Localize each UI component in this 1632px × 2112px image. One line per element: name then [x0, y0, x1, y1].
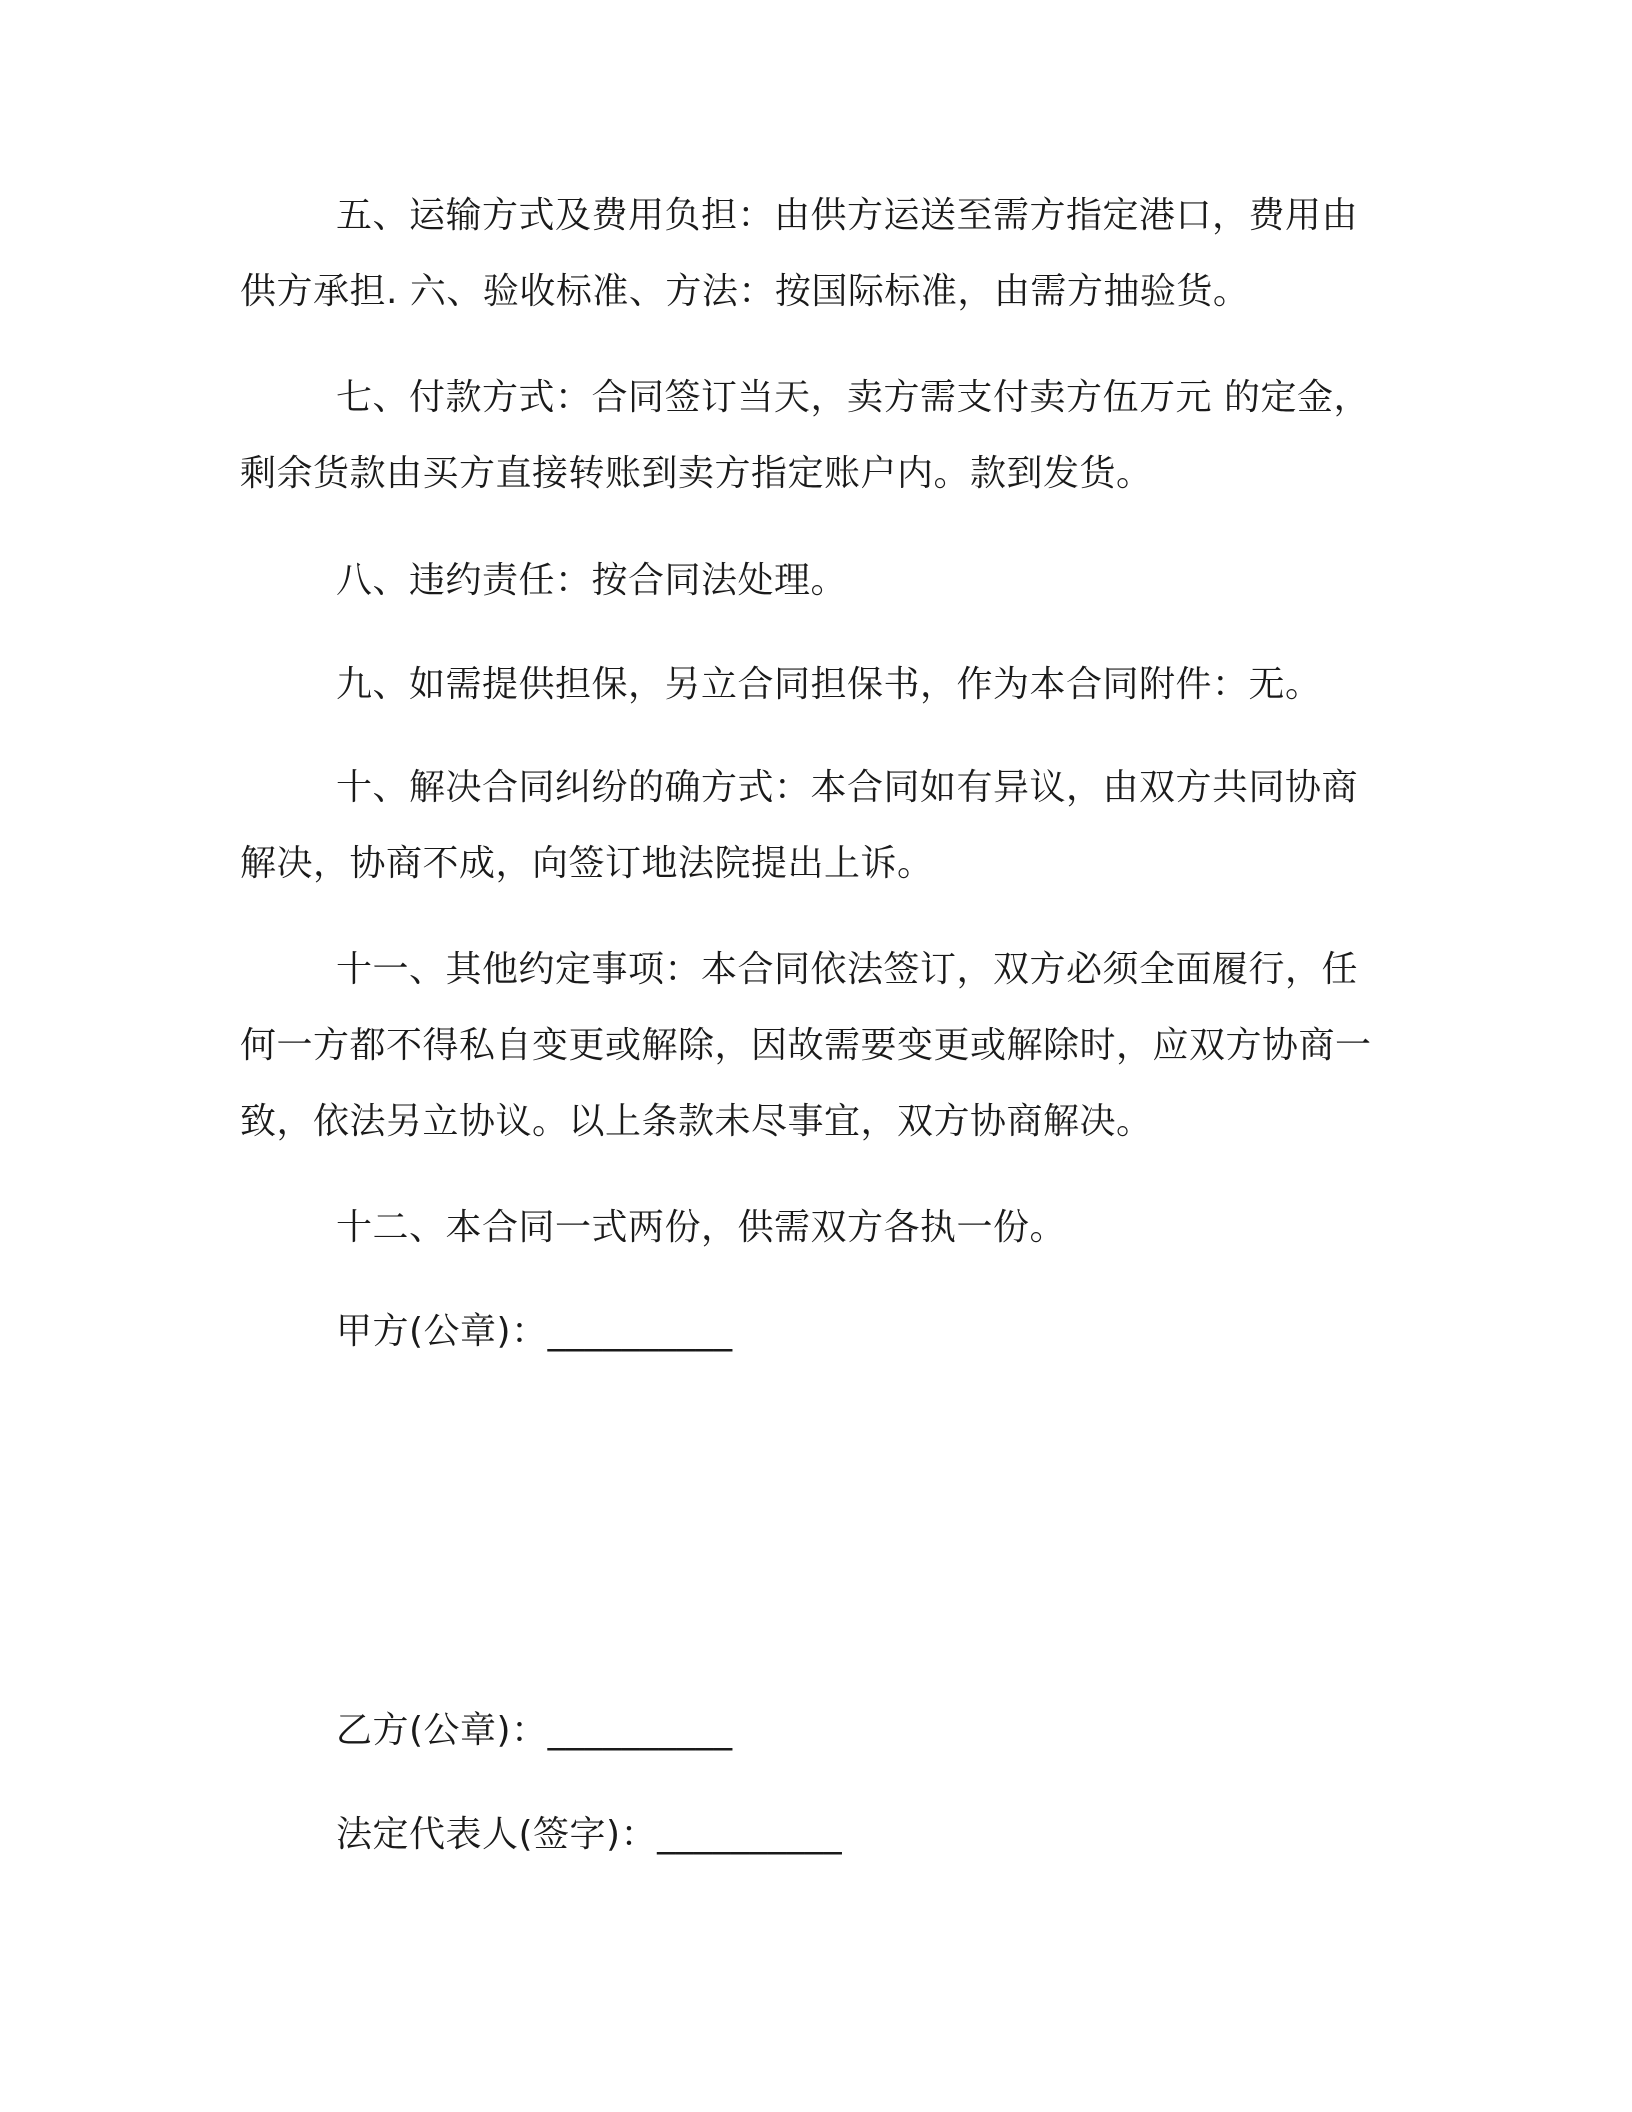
- signature-party-b: 乙方(公章)：__________: [336, 1710, 733, 1751]
- clause-guarantee: 九、如需提供担保，另立合同担保书，作为本合同附件：无。: [336, 664, 1322, 705]
- clause-payment: 七、付款方式：合同签订当天，卖方需支付卖方伍万元 的定金，剩余货款由买方直接转账到卖方指定账户内。款到发货。: [240, 377, 1370, 494]
- clause-other-matters: 十一、其他约定事项：本合同依法签订，双方必须全面履行，任何一方都不得私自变更或解除，因故需要变更或解除时，应双方协商一致，依法另立协议。以上条款未尽事宜，双方协商解决。: [240, 949, 1372, 1142]
- clause-transport-acceptance: 五、运输方式及费用负担：由供方运送至需方指定港口，费用由供方承担. 六、验收标准、方法：按国际标准，由需方抽验货。: [240, 195, 1359, 312]
- clause-copies: 十二、本合同一式两份，供需双方各执一份。: [336, 1207, 1067, 1248]
- clause-liability: 八、违约责任：按合同法处理。: [336, 560, 848, 601]
- clause-dispute: 十、解决合同纠纷的确方式：本合同如有异议，由双方共同协商解决，协商不成，向签订地法院提出上诉。: [240, 767, 1359, 884]
- signature-party-a: 甲方(公章)：__________: [336, 1311, 733, 1352]
- signature-legal-representative: 法定代表人(签字)：__________: [336, 1814, 843, 1855]
